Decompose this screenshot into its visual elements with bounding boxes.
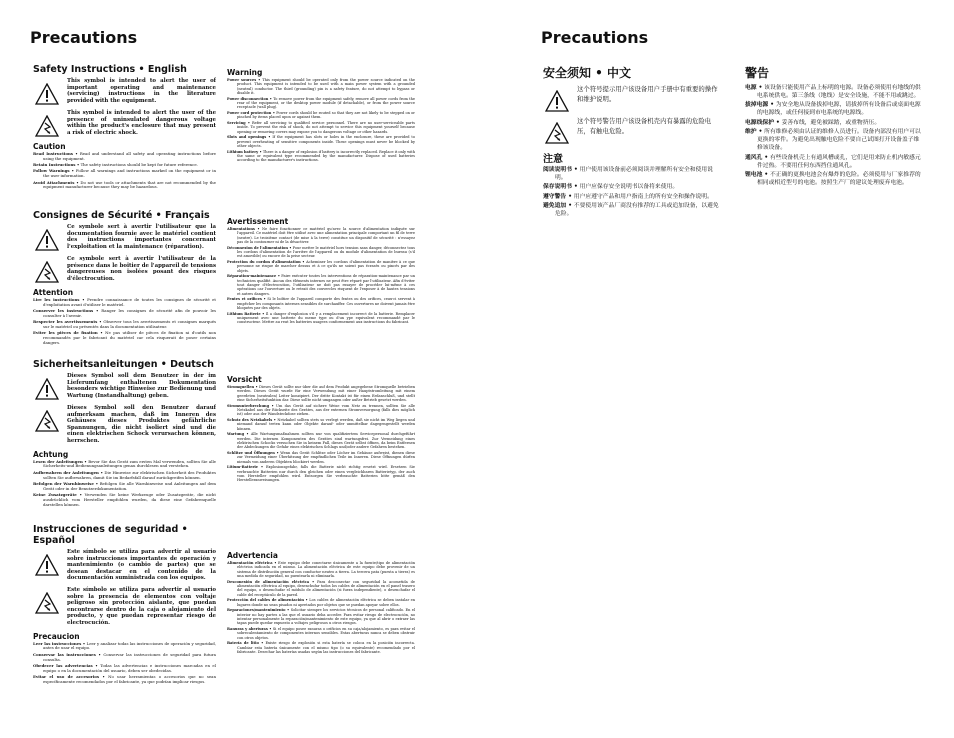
- list-item: Retain Instructions • The safety instructions should be kept for future reference.: [33, 162, 198, 168]
- heading-caution: Caution: [33, 142, 66, 151]
- warning-text: 这个符号警告用户该设备机壳内有暴露的危险电压，有触电危险。: [577, 117, 712, 135]
- heading-jinggao: 警告: [745, 66, 770, 80]
- column-chinese-instructions: [543, 64, 721, 264]
- lightning-warning-icon: [35, 592, 59, 614]
- list-item: Lesen der Anleitungen • Bevor Sie das Gerät zum ersten Mal verwenden, sollten Sie alle Sicherheits-und Bedienungsanleitungen genau durchlesen und verstehen.: [33, 458, 216, 469]
- list-item: Wartung • Alle Wartungsmaßnahmen sollten nur von qualifiziertem Servicepersonal durchgeführt werden. Die internen Komponenten des Gerätes sind wartungsfrei. Zur Vermeidung eines elektrischen Schocks versuchen Sie in keinem Fall, dieses Gerät selbst öffnen, da beim Entfernen der Abdeckungen die Gefahr eines elektrischen Schlags und/oder andere Gefahren bestehen.: [227, 432, 415, 450]
- lightning-warning-icon: [545, 122, 569, 144]
- warning-row-voltage: [33, 256, 216, 283]
- list-item: Conservar las instrucciones • Conservar las instrucciones de seguridad para futura consulta.: [33, 651, 216, 662]
- list-item: Stromunterbrechung • Um das Gerät auf sichere Weise vom Netz zu trennen, sollten Sie alle Netzkabel aus der Rückseite des Gerätes, aus der externen Stromversorgung (falls dies möglich ist) oder aus der Wandsteckdose ziehen.: [227, 403, 415, 417]
- heading-achtung: Achtung: [33, 449, 69, 459]
- warning-row-instructions: [33, 549, 216, 582]
- list-item: Power cord protection • Power cords should be routed so that they are not likely to be stepped on or pinched by items placed upon or against them.: [227, 110, 415, 120]
- list-item: Schutz des Netzkabels • Netzkabel sollten stets so verlegt werden, daß sie nicht im Weg liegen und niemand darauf treten kann oder Objekte darauf- oder unmittelbar dagegengestellt werden können.: [227, 417, 415, 431]
- list-item: Alimentations • Ne faire fonctionner ce matériel qu'avec la source d'alimentation indiquée sur l'appareil. Ce matériel doit être utilisé avec une alimentation principale comportant un fil de terre (neutre). Le troisième contact (de mise à la terre) constitue un dispositif de sécurité : n'essayez pas de la contourner ni de la désactiver.: [227, 227, 415, 244]
- list-item: 锂电池 • 不正确的更换电池会有爆炸的危险。必须使用与厂家推荐的相同或相近型号的电池。按照生产厂的建议处理废弃电池。: [745, 172, 921, 187]
- list-item: Protección del cables de alimentación • Los cables de alimentación eléctrica se deben instalar en lugares donde no sean pisados ni apretados por objetos que se puedan apoyar sobre ellos.: [227, 598, 415, 607]
- warning-row-voltage: [543, 117, 721, 144]
- warning-text: Este símbolo se utiliza para advertir al usuario sobre instrucciones importantes de operación y mantenimiento (o cambio de partes) que se desean destacar en el contenido de la documentación suministrada con los equipos.: [67, 549, 216, 582]
- heading-espanol: Instrucciones de seguridad • Español: [33, 524, 188, 546]
- exclamation-warning-icon: [35, 229, 59, 251]
- heading-zhongwen: 安全须知 • 中文: [543, 66, 632, 80]
- heading-zhuyi: 注意: [543, 154, 563, 165]
- list-item: Power sources • This equipment should be operated only from the power source indicated on the product. This equipment is intended to be used with a main power system with a grounded (neutral) conductor. The third (grounding) pin is a safety feature, do not attempt to bypass or disable it.: [227, 78, 415, 95]
- section-english: [33, 64, 216, 210]
- list-item: Respecter les avertissements • Observer tous les avertissements et consignes marqués sur le matériel ou présentés dans la documentation utilisateur.: [33, 319, 216, 330]
- list-item: Stromquellen • Dieses Gerät sollte nur über die auf dem Produkt angegebene Stromquelle betrieben werden. Dieses Gerät wurde für eine Verwendung mit einer Hauptstromleitung mit einem geerdeten (neutralen) Leiter konzipiert. Der dritte Kontakt ist für einen Erdanschluß, und stellt eine Sicherheitsfunktion dar. Diese sollte nicht umgangen oder außer Betrieb gesetzt werden.: [227, 385, 415, 402]
- section-avertissement: [227, 217, 415, 370]
- lightning-warning-icon: [35, 261, 59, 283]
- list-item: Evitar el uso de accesorios • No usar herramientas o accesorios que no sean específicamente recomendados por el fabricante, ya que podrían implicar riesgos.: [33, 673, 216, 684]
- warning-row-instructions: [33, 78, 216, 105]
- list-item: Protection du cordon d'alimentation • Acheminer les cordons d'alimentation de manière à ce que personne ne risque de marcher dessus et à ce qu'ils ne soient pas écrasés ou pincés par des objets.: [227, 259, 415, 273]
- heading-attention: Attention: [33, 288, 74, 297]
- warning-row-instructions: [543, 85, 721, 112]
- list-item: 拔掉电源 • 为安全地从设备拔掉电源，请拔掉所有设备后或桌面电源的电源线，或任何接到市电系统的电源线。: [745, 102, 921, 117]
- list-item: Obedecer las advertencias • Todas las advertencias e instrucciones marcadas en el equipo o en la documentación del usuario, deben ser obedecidas.: [33, 662, 216, 673]
- exclamation-warning-icon: [35, 378, 59, 400]
- section-advertencia: [227, 551, 415, 654]
- exclamation-warning-icon: [545, 90, 569, 112]
- list-item: Follow Warnings • Follow all warnings and instructions marked on the equipment or in the user information.: [33, 168, 216, 179]
- list-item: Power disconnection • To remove power from the equipment safely, remove all power cords from the rear of the equipment, or the desktop power module (if detachable), or from the power source receptacle (wall plug).: [227, 96, 415, 110]
- list-item: Lire les instructions • Prendre connaissance de toutes les consignes de sécurité et d'exploitation avant d'utiliser le matériel.: [33, 297, 216, 307]
- list-item: 电源线保护 • 妥善布线，避免被踩踏，或重物挤压。: [745, 119, 881, 126]
- list-item: Fentes et orifices • Si le boîtier de l'appareil comporte des fentes ou des orifices, ceux-ci servent à empêcher les composants internes sensibles de surchauffer. Ces ouvertures ne doivent jamais être bloquées par des objets.: [227, 297, 415, 310]
- section-deutsch: [33, 359, 216, 524]
- column-instructions: [33, 64, 216, 730]
- warning-row-instructions: [33, 373, 216, 400]
- list-item: Alimentación eléctrica • Este equipo debe conectarse únicamente a la fuente/tipo de alimentación eléctrica indicada en el mismo. La alimentación eléctrica de este equipo debe provenir de un sistema de distribución general con conductor neutro a tierra. La tercera pata (puesta a tierra) es una medida de seguridad, no puentearla ni eliminarla.: [227, 561, 415, 578]
- warning-text: Ce symbole sert à avertir l'utilisateur que la documentation fournie avec le matériel contient des instructions importantes concernant l'exploitation et la maintenance (réparation).: [67, 224, 216, 250]
- list-item: Reparaciones/mantenimiento • Solicitar siempre los servicios técnicos de personal calificado. En el interior no hay partes a las que el usuario deba acceder. Para evitar riesgo de electrocución, no intentar personalmente la reparación/mantenimiento de este equipo, ya que al abrir o extraer las tapas puede quedar expuesto a voltajes peligrosos u otros riesgos.: [227, 608, 415, 626]
- list-item: Keine Zusatzgeräte • Verwenden Sie keine Werkzeuge oder Zusatzgeräte, die nicht ausdrücklich vom Hersteller empfohlen wurden, da diese eine Gefahrenquelle darstellen können.: [33, 491, 216, 507]
- list-item: Lithium Batterie • Il a danger d'explosion s'il y a remplacement incorrect de la batterie. Remplacer uniquement avec une batterie du meme type ou d'un ype equivalent recommandé par le constructeur. Mettre au reut les batteries usagees conformement aux instructions du fabricant.: [227, 311, 415, 325]
- warning-row-voltage: [33, 405, 216, 445]
- list-item: 通风孔 • 有些设备机壳上有通风槽或孔，它们是用来防止机内敏感元件过热。不要用任何东西挡住通风孔。: [745, 154, 921, 169]
- heading-advertencia: Advertencia: [227, 551, 278, 560]
- right-page-title: Precautions: [541, 28, 649, 47]
- list-item: 电源 • 该设备只能使用产品上标明的电源。设备必须使用有地线的供电系统供电。第三条线（地线）是安全设施，不能不用或跳过。: [745, 85, 921, 99]
- list-item: Read Instructions • Read and understand all safety and operating instructions before using the equipment.: [33, 151, 216, 161]
- list-item: Batería de litio • Existe riesgo de explosión si esta batería se coloca en la posición incorrecta. Cambiar esta batería únicamente con el mismo tipo (o su equivalente) recomendado por el fabricante. Desechar las baterías usadas según las instrucciones del fabricante.: [227, 641, 415, 654]
- list-item: 保存说明书 • 用户应保存安全说明书以备将来使用。: [543, 184, 679, 191]
- section-francais: [33, 210, 216, 359]
- exclamation-warning-icon: [35, 83, 59, 105]
- list-item: Réparation-maintenance • Faire exécuter toutes les interventions de réparation-maintenance par un technicien qualifié. Aucun des éléments internes ne peut être réparé par l'utilisateur. Afin d'éviter tout danger d'électrocution, l'utilisateur ne doit pas essayer de procéder lui-même à ces opérations car l'ouverture ou le retrait des couvercles risquent de l'exposer à de hautes tensions et autres dangers.: [227, 274, 415, 296]
- list-item: 遵守警告 • 用户应遵守产品和用户指南上的所有安全和操作说明。: [543, 193, 713, 200]
- list-item: Befolgen der Warnhinweise • Befolgen Sie alle Warnhinweise und Anleitungen auf dem Gerät oder in der Benutzerdokumentation.: [33, 480, 216, 491]
- warning-text: 这个符号提示用户该设备用户手册中有重要的操作和维护说明。: [577, 85, 718, 103]
- warning-text: This symbol is intended to alert the user of the presence of uninsulated dangerous voltage within the product's enclosure that may present a risk of electric shock.: [67, 110, 216, 136]
- heading-avertissement: Avertissement: [227, 217, 289, 226]
- list-item: Avoid Attachments • Do not use tools or attachments that are not recommended by the equipment manufacturer because they may be hazardous.: [33, 179, 216, 190]
- warning-text: Este símbolo se utiliza para advertir al usuario sobre la presencia de elementos con voltaje peligroso sin protección aislante, que puedan encontrarse dentro de la caja o alojamiento del producto, y que puedan representar riesgo de electrocución.: [67, 586, 216, 626]
- list-item: Conserver les instructions • Ranger les consignes de sécurité afin de pouvoir les consulter à l'avenir.: [33, 308, 216, 319]
- list-item: Aufbewahren der Anleitungen • Die Hinweise zur elektrischen Sicherheit des Produktes sollten Sie aufbewahren, damit Sie im Bedarfsfall darauf zurückgreifen können.: [33, 469, 216, 480]
- heading-deutsch: Sicherheitsanleitungen • Deutsch: [33, 359, 214, 370]
- section-warning: [227, 68, 415, 212]
- warning-text: This symbol is intended to alert the user of important operating and maintenance (servicing) instructions in the literature provided with the equipment.: [67, 78, 216, 104]
- heading-francais: Consignes de Sécurité • Français: [33, 210, 210, 221]
- list-item: Ranuras y aberturas • Si el equipo posee ranuras o orificios en su caja/alojamiento, es para evitar el sobrecalentamiento de componentes internos sensibles. Estas aberturas nunca se deben obstruir con otros objetos.: [227, 626, 415, 640]
- list-item: Schlitze und Öffnungen • Wenn das Gerät Schlitze oder Löcher im Gehäuse aufweist, dienen diese zur Vermeidung einer Überhitzung der empfindlichen Teile im Inneren. Diese Öffnungen dürfen niemals von anderen Objekten blockiert werden.: [227, 450, 415, 464]
- heading-vorsicht: Vorsicht: [227, 375, 262, 384]
- column-chinese-warnings: [745, 64, 923, 264]
- heading-precaucion: Precaucion: [33, 631, 80, 641]
- list-item: Slots and openings • If the equipment has slots or holes in the enclosure, these are provided to prevent overheating of sensitive components inside. These openings must never be blocked by other objects.: [227, 135, 415, 148]
- list-item: 避免追加 • 不要使用该产品厂商没有推荐的工具或追加设备，以避免危险。: [543, 203, 719, 218]
- heading-warning: Warning: [227, 68, 263, 77]
- section-vorsicht: [227, 375, 415, 546]
- list-item: Desconexión de alimentación eléctrica • Para desconectar con seguridad la acometida de alimentación eléctrica al equipo, desenchufar todos los cables de alimentación en el panel trasero del equipo, o desenchufar el módulo de alimentación (si fuera independiente), o desenchufar el cable del receptáculo de la pared.: [227, 579, 415, 597]
- column-warnings: [227, 68, 415, 732]
- warning-text: Dieses Symbol soll dem Benutzer in der im Lieferumfang enthaltenen Dokumentation besonders wichtige Hinweise zur Bedienung und Wartung (Instandhaltung) geben.: [67, 373, 216, 399]
- section-espanol: [33, 524, 216, 685]
- warning-row-voltage: [33, 110, 216, 137]
- heading-english: Safety Instructions • English: [33, 64, 187, 75]
- exclamation-warning-icon: [35, 554, 59, 576]
- list-item: Déconnexion de l'alimentation • Pour mettre le matériel hors tension sans danger, déconnectez tous les cordons d'alimentation de l'arrière de l'appareil ou du module d'alimentation de bureau (s'il est amovible) ou encore de la prise secteur.: [227, 245, 415, 259]
- warning-row-voltage: [33, 587, 216, 627]
- list-item: Lithium battery • There is a danger of explosion if battery is incorrectly replaced. Replace it only with the same or equivalent type recommended by the manufacturer. Dispose of used batteries according to the manufacturer's instructions.: [227, 149, 415, 163]
- list-item: Servicing • Refer all servicing to qualified service personnel. There are no user-serviceable parts inside. To prevent the risk of shock, do not attempt to service this equipment yourself because opening or removing covers may expose you to dangerous voltage or other hazards.: [227, 120, 415, 134]
- list-item: 维护 • 所有维修必须由认证的维修人员进行。设备内部没有用户可以更换的零件。为避免出现触电危险不要自己试图打开设备盖子维修该设备。: [745, 129, 921, 152]
- warning-text: Ce symbole sert à avertir l'utilisateur de la présence dans le boîtier de l'appareil de tensions dangereuses non isolées posant des risques d'électrocution.: [67, 256, 216, 282]
- list-item: 阅读说明书 • 用户使用该设备前必须阅读并理解所有安全和使用说明。: [543, 167, 713, 181]
- warning-text: Dieses Symbol soll den Benutzer darauf aufmerksam machen, daß im Inneren des Gehäuses dieses Produktes gefährliche Spannungen, die nicht isoliert sind und die einen elektrischen Schock verursachen können, herrschen.: [67, 405, 216, 444]
- list-item: Leer las instrucciones • Leer y analizar todas las instrucciones de operación y seguridad, antes de usar el equipo.: [33, 640, 216, 651]
- warning-row-instructions: [33, 224, 216, 251]
- left-page-title: Precautions: [30, 28, 138, 47]
- lightning-warning-icon: [35, 115, 59, 137]
- list-item: Litium-Batterie • Explosionsgefahr, falls die Batterie nicht richtig ersetzt wird. Ersetzen Sie verbrauchte Batterien nur durch den gleichen oder einen vergleichbaren Batterietyp, der auch vom Hersteller empfohlen wird. Entsorgen Sie verbrauchte Batterien bitte gemäß den Herstelleranweisungen.: [227, 465, 415, 483]
- list-item: Eviter les pièces de fixation • Ne pas utiliser de pièces de fixation ni d'outils non recommandés par le fabricant du matériel car cela risquerait de poser certains dangers.: [33, 330, 216, 346]
- lightning-warning-icon: [35, 410, 59, 432]
